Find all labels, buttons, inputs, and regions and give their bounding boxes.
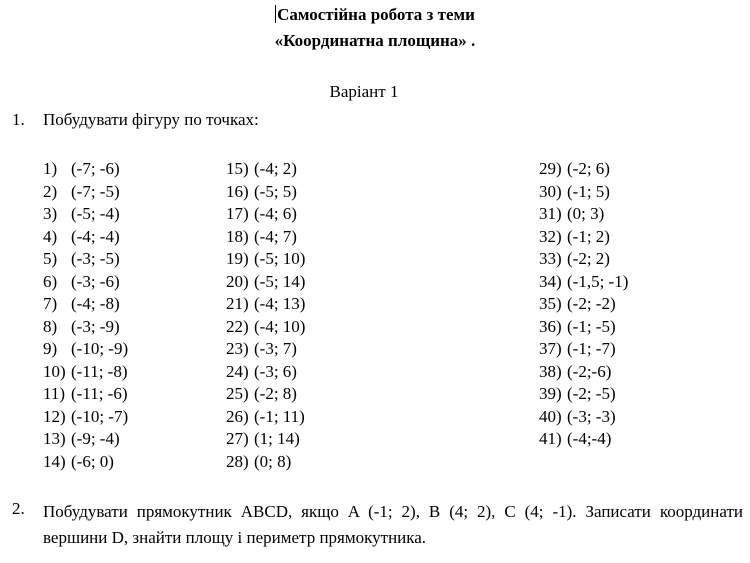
point-item — [226, 248, 305, 271]
point-number: 34) — [539, 271, 562, 291]
point-item — [43, 203, 128, 226]
point-item — [43, 451, 128, 474]
point-coordinates: (-1; 5) — [567, 181, 610, 201]
points-column-1 — [43, 158, 128, 473]
point-coordinates: (-3; -5) — [71, 249, 120, 268]
point-coordinates: (-5; 14) — [254, 271, 306, 291]
point-coordinates: (-1; -7) — [567, 339, 616, 358]
point-number: 4) — [43, 226, 58, 246]
point-item — [539, 271, 628, 294]
point-item — [226, 316, 305, 339]
point-coordinates: (-3; -6) — [71, 271, 120, 291]
point-item — [226, 203, 305, 226]
points-column-2 — [226, 158, 305, 473]
point-number: 8) — [43, 316, 58, 336]
point-coordinates: (1; 14) — [254, 429, 300, 448]
point-number: 40) — [539, 406, 562, 426]
point-number: 17) — [226, 204, 249, 223]
point-item — [43, 361, 128, 384]
point-number: 28) — [226, 451, 249, 471]
point-item — [226, 428, 305, 451]
point-number: 33) — [539, 249, 562, 268]
document-title-line-2: «Координатна площина» . — [274, 31, 476, 50]
point-number: 36) — [539, 316, 562, 336]
point-coordinates: (-10; -9) — [71, 339, 129, 358]
point-coordinates: (-1; -5) — [567, 316, 616, 336]
point-item — [539, 248, 628, 271]
point-number: 30) — [539, 181, 562, 201]
point-coordinates: (-2;-6) — [567, 361, 612, 381]
point-coordinates: (-1,5; -1) — [567, 271, 629, 291]
point-number: 35) — [539, 294, 562, 313]
point-number: 26) — [226, 406, 249, 426]
point-item — [43, 406, 128, 429]
point-item — [539, 316, 628, 339]
point-item — [539, 428, 628, 451]
point-item — [226, 158, 305, 181]
point-item — [539, 383, 628, 406]
point-coordinates: (-4; 7) — [254, 226, 297, 246]
point-item — [43, 293, 128, 316]
point-coordinates: (-3; 6) — [254, 361, 297, 381]
point-coordinates: (-2; 2) — [567, 249, 610, 268]
task-1-number: 1. — [12, 110, 25, 129]
point-item — [539, 361, 628, 384]
point-item — [43, 181, 128, 204]
point-item — [226, 338, 305, 361]
point-number: 5) — [43, 249, 58, 268]
point-coordinates: (-2; -2) — [567, 294, 616, 313]
point-item — [539, 293, 628, 316]
point-number: 22) — [226, 316, 249, 336]
point-number: 12) — [43, 406, 66, 426]
point-coordinates: (-2; 8) — [254, 384, 297, 403]
point-item — [539, 338, 628, 361]
point-item — [43, 316, 128, 339]
point-item — [43, 271, 128, 294]
point-coordinates: (-2; 6) — [567, 159, 610, 178]
point-coordinates: (-7; -6) — [71, 159, 120, 178]
point-coordinates: (-3; -3) — [567, 406, 616, 426]
point-coordinates: (0; 3) — [567, 204, 605, 223]
point-item — [226, 271, 305, 294]
point-coordinates: (-1; 2) — [567, 226, 610, 246]
point-coordinates: (-5; -4) — [71, 204, 120, 223]
task-2-number: 2. — [12, 499, 25, 518]
point-item — [539, 158, 628, 181]
point-number: 11) — [43, 384, 66, 403]
point-number: 7) — [43, 294, 58, 313]
point-coordinates: (-11; -8) — [71, 361, 128, 381]
point-coordinates: (-4; 6) — [254, 204, 297, 223]
point-coordinates: (-4; -4) — [71, 226, 120, 246]
point-coordinates: (-6; 0) — [71, 451, 114, 471]
point-number: 29) — [539, 159, 562, 178]
variant-label: Варіант 1 — [329, 82, 399, 101]
point-coordinates: (-5; 10) — [254, 249, 306, 268]
point-number: 9) — [43, 339, 58, 358]
point-number: 2) — [43, 181, 58, 201]
point-coordinates: (-9; -4) — [71, 429, 120, 448]
point-item — [539, 181, 628, 204]
point-item — [43, 428, 128, 451]
point-item — [226, 181, 305, 204]
point-item — [43, 226, 128, 249]
point-number: 10) — [43, 361, 66, 381]
point-coordinates: (-4; 10) — [254, 316, 306, 336]
point-coordinates: (-1; 11) — [254, 406, 305, 426]
point-number: 20) — [226, 271, 249, 291]
point-coordinates: (-2; -5) — [567, 384, 616, 403]
point-coordinates: (-3; -9) — [71, 316, 120, 336]
point-number: 18) — [226, 226, 249, 246]
point-item — [539, 203, 628, 226]
point-number: 38) — [539, 361, 562, 381]
point-number: 14) — [43, 451, 66, 471]
point-item — [539, 226, 628, 249]
point-number: 37) — [539, 339, 562, 358]
point-number: 39) — [539, 384, 562, 403]
point-item — [43, 338, 128, 361]
point-coordinates: (-4; -8) — [71, 294, 120, 313]
point-item — [226, 383, 305, 406]
point-coordinates: (-3; 7) — [254, 339, 297, 358]
point-item — [226, 226, 305, 249]
point-number: 23) — [226, 339, 249, 358]
point-coordinates: (-7; -5) — [71, 181, 120, 201]
point-coordinates: (-4;-4) — [567, 429, 612, 448]
point-number: 16) — [226, 181, 249, 201]
point-number: 27) — [226, 429, 249, 448]
point-item — [43, 158, 128, 181]
point-number: 41) — [539, 429, 562, 448]
point-number: 3) — [43, 204, 58, 223]
point-coordinates: (-4; 13) — [254, 294, 306, 313]
task-2-text: Побудувати прямокутник ABCD, якщо A (-1; 2), B (4; 2), C (4; -1). Записати координати вершини D, знайти площу і периметр прямокутника. — [43, 502, 743, 547]
point-coordinates: (-4; 2) — [254, 159, 297, 178]
point-coordinates: (0; 8) — [254, 451, 292, 471]
point-item — [226, 293, 305, 316]
point-number: 24) — [226, 361, 249, 381]
point-item — [539, 406, 628, 429]
point-item — [226, 406, 305, 429]
point-number: 6) — [43, 271, 58, 291]
document-title-line-1 — [0, 5, 750, 25]
point-coordinates: (-5; 5) — [254, 181, 297, 201]
title-text-1: Самостійна робота з теми — [277, 5, 475, 24]
point-number: 15) — [226, 159, 249, 178]
point-coordinates: (-10; -7) — [71, 406, 129, 426]
points-column-3 — [539, 158, 628, 451]
point-number: 31) — [539, 204, 562, 223]
point-item — [226, 361, 305, 384]
text-cursor — [275, 5, 276, 23]
point-number: 21) — [226, 294, 249, 313]
task-1-text: Побудувати фігуру по точках: — [43, 110, 259, 129]
point-number: 1) — [43, 159, 58, 178]
point-coordinates: (-11; -6) — [71, 384, 128, 403]
point-item — [43, 248, 128, 271]
point-number: 25) — [226, 384, 249, 403]
point-number: 13) — [43, 429, 66, 448]
point-item — [226, 451, 305, 474]
point-number: 19) — [226, 249, 249, 268]
point-number: 32) — [539, 226, 562, 246]
point-item — [43, 383, 128, 406]
